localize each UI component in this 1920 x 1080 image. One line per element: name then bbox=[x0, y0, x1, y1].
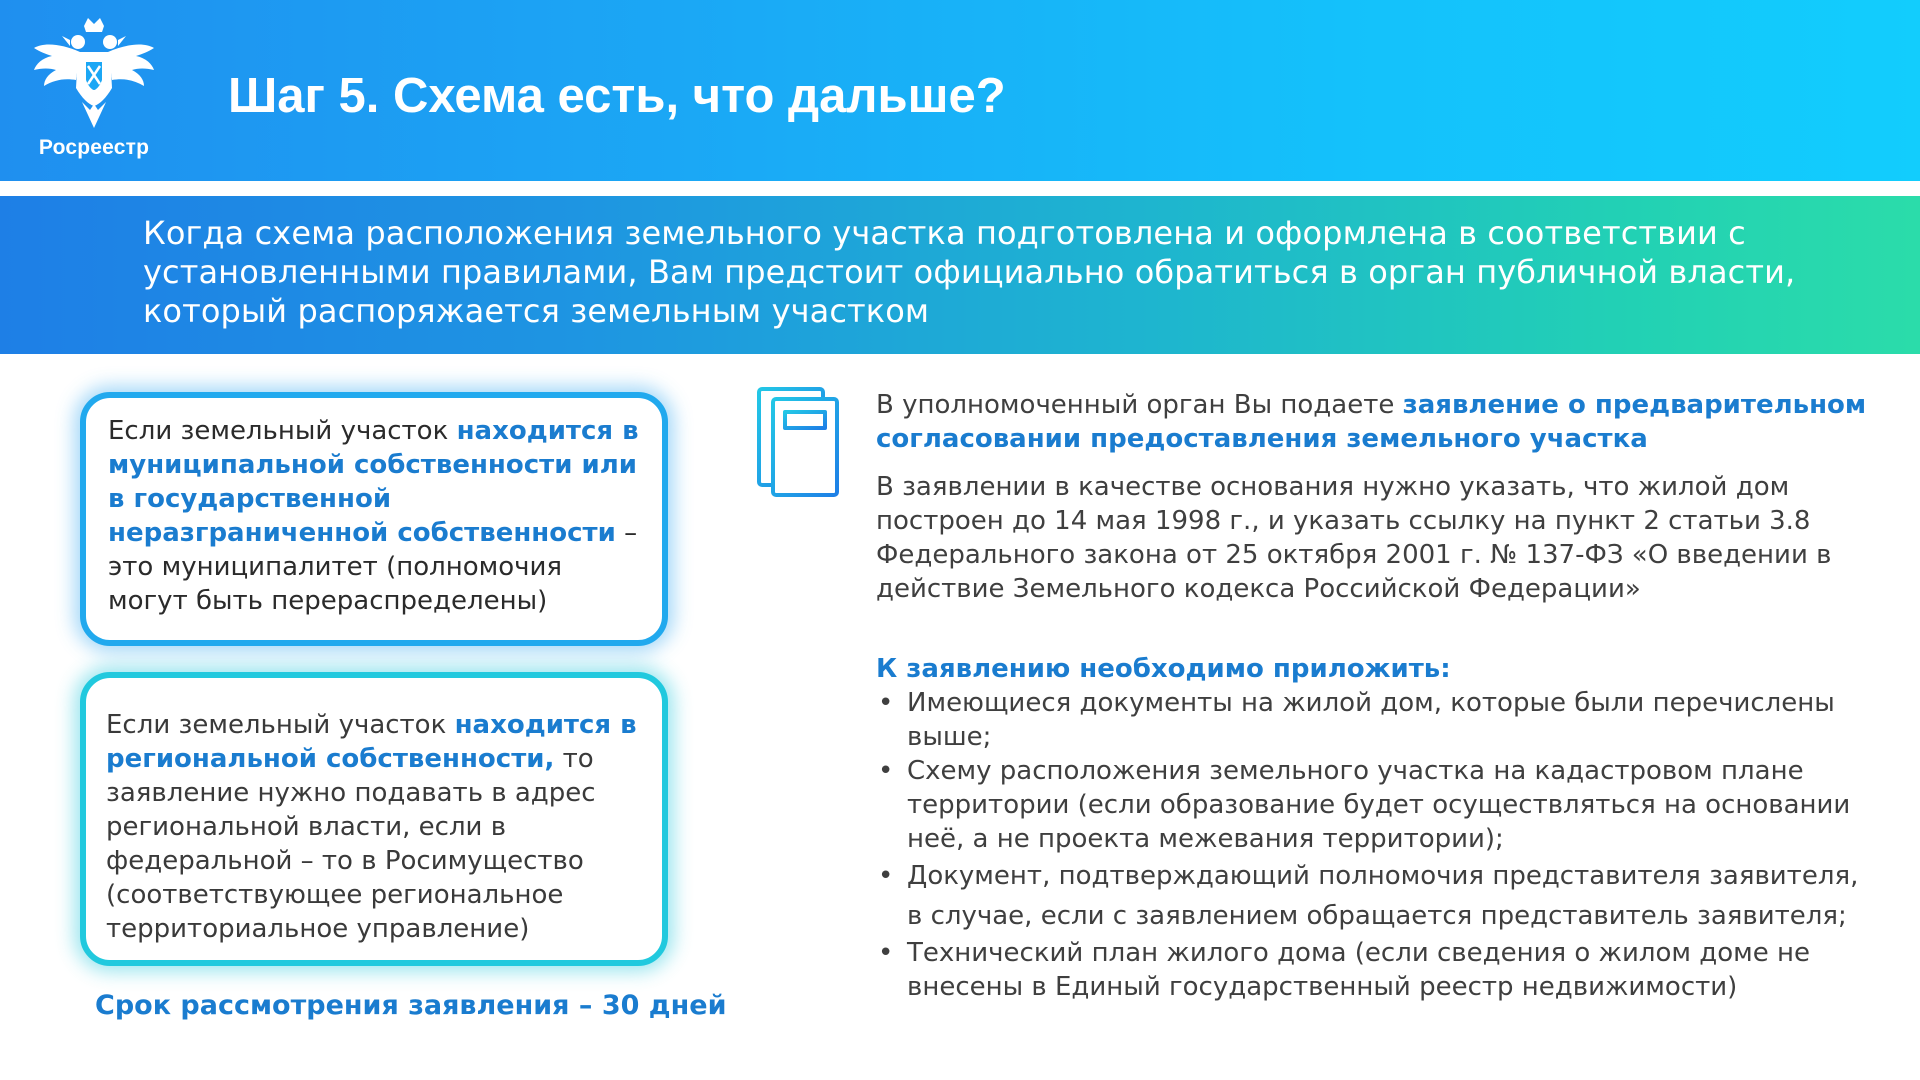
page-title: Шаг 5. Схема есть, что дальше? bbox=[228, 69, 1006, 123]
list-item: • Технический план жилого дома (если сведения о жилом доме не внесены в Единый государственный реестр недвижимости) bbox=[876, 936, 1876, 1004]
regional-ownership-text bbox=[106, 708, 646, 946]
municipal-ownership-text bbox=[108, 414, 648, 618]
card-text-prefix: Если земельный участок bbox=[106, 710, 455, 740]
municipal-ownership-card bbox=[80, 392, 668, 646]
rosreestr-logo[interactable] bbox=[24, 18, 164, 168]
list-item: • Имеющиеся документы на жилой дом, которые были перечислены выше; bbox=[876, 686, 1876, 754]
list-item: • Документ, подтверждающий полномочия представителя заявителя, в случае, если с заявлением обращается представитель заявителя; bbox=[876, 856, 1876, 936]
card-text-highlight: находится в региональной собственности, bbox=[106, 710, 637, 774]
application-type: заявление о предварительном согласовании предоставления земельного участка bbox=[876, 390, 1867, 454]
application-intro bbox=[876, 388, 1876, 456]
header bbox=[0, 0, 1920, 181]
card-text-prefix: Если земельный участок bbox=[108, 416, 457, 446]
intro-banner bbox=[0, 196, 1920, 354]
attachments-list bbox=[876, 686, 1876, 1004]
card-text-highlight: находится в муниципальной собственности или в государственной неразграниченной собственности bbox=[108, 416, 639, 548]
application-info bbox=[876, 388, 1876, 1004]
card-text-suffix: – это муниципалитет (полномочия могут быть перераспределены) bbox=[108, 518, 638, 616]
attachments-heading: К заявлению необходимо приложить: bbox=[876, 654, 1451, 684]
card-text-suffix: то заявление нужно подавать в адрес региональной власти, если в федеральной – то в Росимущество (соответствующее региональное территориальное управление) bbox=[106, 744, 596, 944]
intro-text: Когда схема расположения земельного участка подготовлена и оформлена в соответствии с установленными правилами, Вам предстоит официально обратиться в орган публичной власти, который распоряжается земельным участком bbox=[143, 214, 1796, 330]
review-deadline: Срок рассмотрения заявления – 30 дней bbox=[95, 990, 727, 1021]
eagle-emblem-icon bbox=[32, 18, 156, 130]
document-icon bbox=[756, 386, 842, 503]
application-intro-prefix: В уполномоченный орган Вы подаете bbox=[876, 390, 1403, 420]
logo-text: Росреестр bbox=[38, 136, 150, 159]
list-item: • Схему расположения земельного участка на кадастровом плане территории (если образование будет осуществляться на основании неё, а не проекта межевания территории); bbox=[876, 754, 1876, 856]
application-basis: В заявлении в качестве основания нужно указать, что жилой дом построен до 14 мая 1998 г., и указать ссылку на пункт 2 статьи 3.8 Федерального закона от 25 октября 2001 г. № 137-ФЗ «О введении в действие Земельного кодекса Российской Федерации» bbox=[876, 472, 1832, 604]
regional-ownership-card bbox=[80, 672, 668, 966]
